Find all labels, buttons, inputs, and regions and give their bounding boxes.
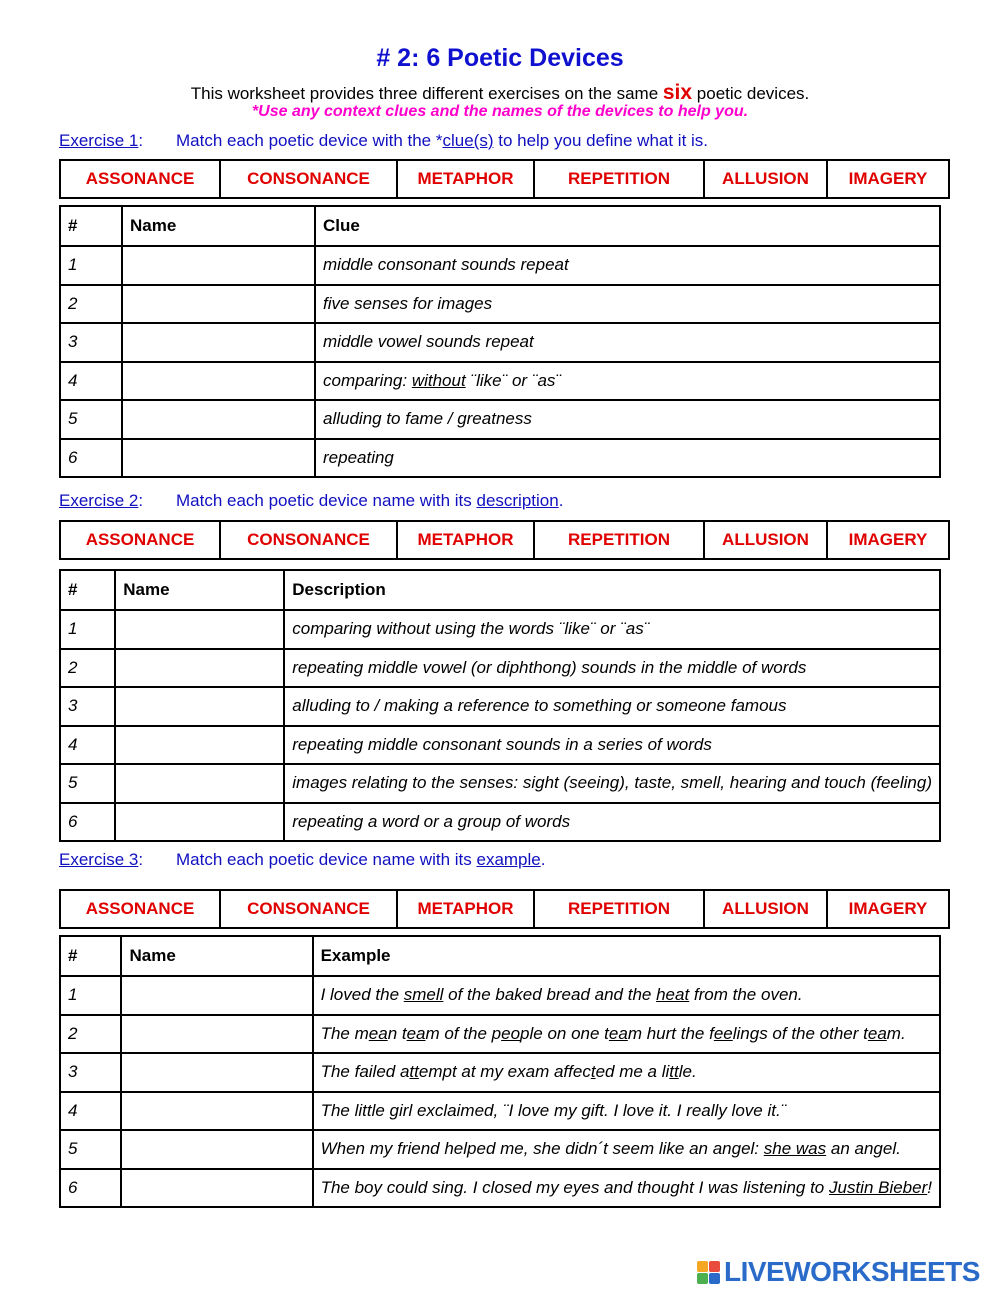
- name-answer-cell[interactable]: [122, 246, 315, 285]
- example-underlined: ea: [608, 1023, 628, 1043]
- table-header-row: [60, 936, 940, 976]
- example-text: m.: [886, 1023, 906, 1043]
- exercise-3-heading: [59, 850, 546, 870]
- instr-1-after: to help you define what it is.: [493, 131, 709, 150]
- instr-1-link: clue(s): [442, 131, 494, 150]
- bank-1-word[interactable]: IMAGERY: [848, 169, 928, 188]
- row-example: [313, 1053, 940, 1092]
- table-row: [60, 400, 940, 439]
- table-row: [60, 1015, 940, 1054]
- example-underlined: ee: [713, 1023, 733, 1043]
- bank-2-word[interactable]: CONSONANCE: [221, 522, 398, 558]
- example-text: n t: [387, 1023, 407, 1043]
- example-underlined: tt: [409, 1062, 419, 1082]
- bank-2-word[interactable]: IMAGERY: [848, 530, 928, 549]
- bank-2-word[interactable]: REPETITION: [535, 522, 705, 558]
- example-underlined: ea: [368, 1023, 388, 1043]
- bank-3-word[interactable]: ASSONANCE: [61, 891, 221, 927]
- table-row: [60, 976, 940, 1015]
- row-description: images relating to the senses: sight (seeing), taste, smell, hearing and touch (feeling): [284, 764, 940, 803]
- clue-before: comparing:: [323, 370, 412, 390]
- exercise-2-label: Exercise 2: [59, 491, 139, 510]
- table-row: [60, 1169, 940, 1208]
- header-name: Name: [115, 570, 284, 610]
- example-underlined: ea: [867, 1023, 887, 1043]
- row-description: comparing without using the words ¨like¨ or ¨as¨: [284, 610, 940, 649]
- row-num: 3: [60, 323, 122, 362]
- example-underlined: t: [590, 1062, 596, 1082]
- logo-block: [697, 1273, 708, 1284]
- bank-3-word[interactable]: IMAGERY: [848, 899, 928, 918]
- example-underlined: Justin Bieber: [828, 1177, 928, 1197]
- row-num: 4: [60, 1092, 121, 1131]
- name-answer-cell[interactable]: [122, 323, 315, 362]
- header-description: Description: [284, 570, 940, 610]
- word-bank-1: [59, 159, 950, 199]
- row-example: [313, 1130, 940, 1169]
- exercise-2-heading: [59, 491, 564, 511]
- example-text: The failed a: [320, 1062, 410, 1082]
- header-clue: Clue: [315, 206, 940, 246]
- intro-after: poetic devices.: [692, 84, 810, 103]
- row-num: 2: [60, 285, 122, 324]
- bank-3-word[interactable]: REPETITION: [535, 891, 705, 927]
- example-text: le.: [678, 1062, 697, 1082]
- table-row: [60, 323, 940, 362]
- name-answer-cell[interactable]: [115, 803, 284, 842]
- table-row: [60, 649, 940, 688]
- row-clue: alluding to fame / greatness: [315, 400, 940, 439]
- exercise-2-table: [59, 569, 941, 842]
- example-text: m of the p: [425, 1023, 502, 1043]
- logo-block: [709, 1261, 720, 1272]
- logo-block: [709, 1273, 720, 1284]
- bank-1-word[interactable]: ASSONANCE: [61, 161, 221, 197]
- header-name: Name: [121, 936, 312, 976]
- table-row: [60, 726, 940, 765]
- row-num: 6: [60, 1169, 121, 1208]
- name-answer-cell[interactable]: [121, 1053, 312, 1092]
- table-row: [60, 246, 940, 285]
- clue-after: ¨like¨ or ¨as¨: [465, 370, 562, 390]
- header-num: #: [60, 936, 121, 976]
- bank-3-word[interactable]: ALLUSION: [705, 891, 828, 927]
- table-row: [60, 1053, 940, 1092]
- logo-text: LIVEWORKSHEETS: [724, 1256, 980, 1287]
- row-example: [313, 1169, 940, 1208]
- row-num: 4: [60, 726, 115, 765]
- bank-1-word[interactable]: ALLUSION: [705, 161, 828, 197]
- row-num: 2: [60, 1015, 121, 1054]
- row-clue: repeating: [315, 439, 940, 478]
- intro-emphasis: six: [662, 81, 693, 104]
- table-row: [60, 439, 940, 478]
- example-text: empt at my exam affec: [418, 1062, 591, 1082]
- example-text: !: [927, 1177, 932, 1197]
- row-num: 5: [60, 400, 122, 439]
- exercise-3-table: [59, 935, 941, 1208]
- row-clue: middle consonant sounds repeat: [315, 246, 940, 285]
- row-num: 1: [60, 610, 115, 649]
- example-text: The boy could sing. I closed my eyes and thought I was listening to: [320, 1177, 829, 1197]
- header-num: #: [60, 570, 115, 610]
- word-bank-2: [59, 520, 950, 560]
- bank-2-word[interactable]: ASSONANCE: [61, 522, 221, 558]
- hint-text: *Use any context clues and the names of the devices to help you.: [251, 103, 749, 120]
- row-example: [313, 1015, 940, 1054]
- table-header-row: [60, 206, 940, 246]
- table-row: [60, 687, 940, 726]
- exercise-1-colon: :: [138, 131, 144, 150]
- instr-3-before: Match each poetic device name with its: [176, 850, 477, 869]
- bank-2-word[interactable]: ALLUSION: [705, 522, 828, 558]
- name-answer-cell[interactable]: [115, 726, 284, 765]
- row-description: alluding to / making a reference to something or someone famous: [284, 687, 940, 726]
- example-underlined: she was: [763, 1139, 827, 1159]
- table-header-row: [60, 570, 940, 610]
- row-description: repeating middle vowel (or diphthong) sounds in the middle of words: [284, 649, 940, 688]
- table-row: [60, 610, 940, 649]
- row-num: 1: [60, 976, 121, 1015]
- row-num: 5: [60, 764, 115, 803]
- exercise-1-heading: [59, 131, 709, 151]
- example-text: The m: [320, 1023, 369, 1043]
- row-num: 3: [60, 687, 115, 726]
- table-row: [60, 285, 940, 324]
- bank-1-word[interactable]: CONSONANCE: [221, 161, 398, 197]
- row-num: 6: [60, 439, 122, 478]
- table-row: [60, 1092, 940, 1131]
- liveworksheets-logo[interactable]: [697, 1256, 980, 1288]
- exercise-1-table: [59, 205, 941, 478]
- bank-1-word[interactable]: METAPHOR: [398, 161, 535, 197]
- header-example: Example: [313, 936, 940, 976]
- row-clue: middle vowel sounds repeat: [315, 323, 940, 362]
- bank-3-word[interactable]: METAPHOR: [398, 891, 535, 927]
- example-underlined: tt: [669, 1062, 679, 1082]
- row-num: 3: [60, 1053, 121, 1092]
- bank-1-word[interactable]: REPETITION: [535, 161, 705, 197]
- example-underlined: eo: [501, 1023, 521, 1043]
- row-num: 5: [60, 1130, 121, 1169]
- intro-before: This worksheet provides three different exercises on the same: [190, 84, 663, 103]
- row-description: repeating middle consonant sounds in a series of words: [284, 726, 940, 765]
- row-example: [313, 1092, 940, 1131]
- bank-3-word[interactable]: CONSONANCE: [221, 891, 398, 927]
- name-answer-cell[interactable]: [115, 649, 284, 688]
- row-num: 1: [60, 246, 122, 285]
- name-answer-cell[interactable]: [121, 1130, 312, 1169]
- exercise-3-label: Exercise 3: [59, 850, 139, 869]
- example-text: The little girl exclaimed, ¨I love my gift. I love it. I really love it.¨: [320, 1100, 787, 1120]
- intro-text: [0, 81, 1000, 105]
- name-answer-cell[interactable]: [121, 1092, 312, 1131]
- exercise-3-colon: :: [138, 850, 144, 869]
- page-title: # 2: 6 Poetic Devices: [376, 44, 624, 72]
- instr-3-after: .: [540, 850, 546, 869]
- example-text: an angel.: [826, 1139, 901, 1159]
- bank-2-word[interactable]: METAPHOR: [398, 522, 535, 558]
- name-answer-cell[interactable]: [121, 1169, 312, 1208]
- example-text: When my friend helped me, she didn´t seem like an angel:: [320, 1139, 764, 1159]
- exercise-2-colon: :: [138, 491, 144, 510]
- example-text: I loved the: [320, 985, 404, 1005]
- clue-underlined: without: [411, 370, 466, 390]
- liveworksheets-blocks-icon: [697, 1261, 720, 1284]
- row-example: [313, 976, 940, 1015]
- example-text: from the oven.: [689, 985, 803, 1005]
- exercise-2-instruction: [176, 491, 563, 511]
- instr-3-link: example: [476, 850, 541, 869]
- example-text: m hurt the f: [627, 1023, 714, 1043]
- instr-2-before: Match each poetic device name with its: [176, 491, 477, 510]
- row-description: repeating a word or a group of words: [284, 803, 940, 842]
- header-name: Name: [122, 206, 315, 246]
- name-answer-cell[interactable]: [122, 400, 315, 439]
- table-row: [60, 1130, 940, 1169]
- instr-2-link: description: [476, 491, 559, 510]
- example-underlined: heat: [656, 985, 690, 1005]
- row-num: 2: [60, 649, 115, 688]
- name-answer-cell[interactable]: [121, 976, 312, 1015]
- word-bank-3: [59, 889, 950, 929]
- example-text: lings of the other t: [732, 1023, 868, 1043]
- name-answer-cell[interactable]: [115, 687, 284, 726]
- table-row: [60, 362, 940, 401]
- row-clue: five senses for images: [315, 285, 940, 324]
- name-answer-cell[interactable]: [122, 285, 315, 324]
- example-text: ed me a li: [595, 1062, 670, 1082]
- name-answer-cell[interactable]: [115, 764, 284, 803]
- instr-2-after: .: [558, 491, 564, 510]
- exercise-1-instruction: [176, 131, 708, 151]
- example-text: of the baked bread and the: [443, 985, 657, 1005]
- table-row: [60, 764, 940, 803]
- name-answer-cell[interactable]: [122, 362, 315, 401]
- logo-block: [697, 1261, 708, 1272]
- example-text: ple on one t: [520, 1023, 609, 1043]
- row-num: 4: [60, 362, 122, 401]
- name-answer-cell[interactable]: [121, 1015, 312, 1054]
- name-answer-cell[interactable]: [115, 610, 284, 649]
- header-num: #: [60, 206, 122, 246]
- row-num: 6: [60, 803, 115, 842]
- exercise-1-label: Exercise 1: [59, 131, 139, 150]
- name-answer-cell[interactable]: [122, 439, 315, 478]
- instr-1-before: Match each poetic device with the *: [176, 131, 443, 150]
- exercise-3-instruction: [176, 850, 545, 870]
- table-row: [60, 803, 940, 842]
- example-underlined: ea: [406, 1023, 426, 1043]
- row-clue: [315, 362, 940, 401]
- example-underlined: smell: [403, 985, 444, 1005]
